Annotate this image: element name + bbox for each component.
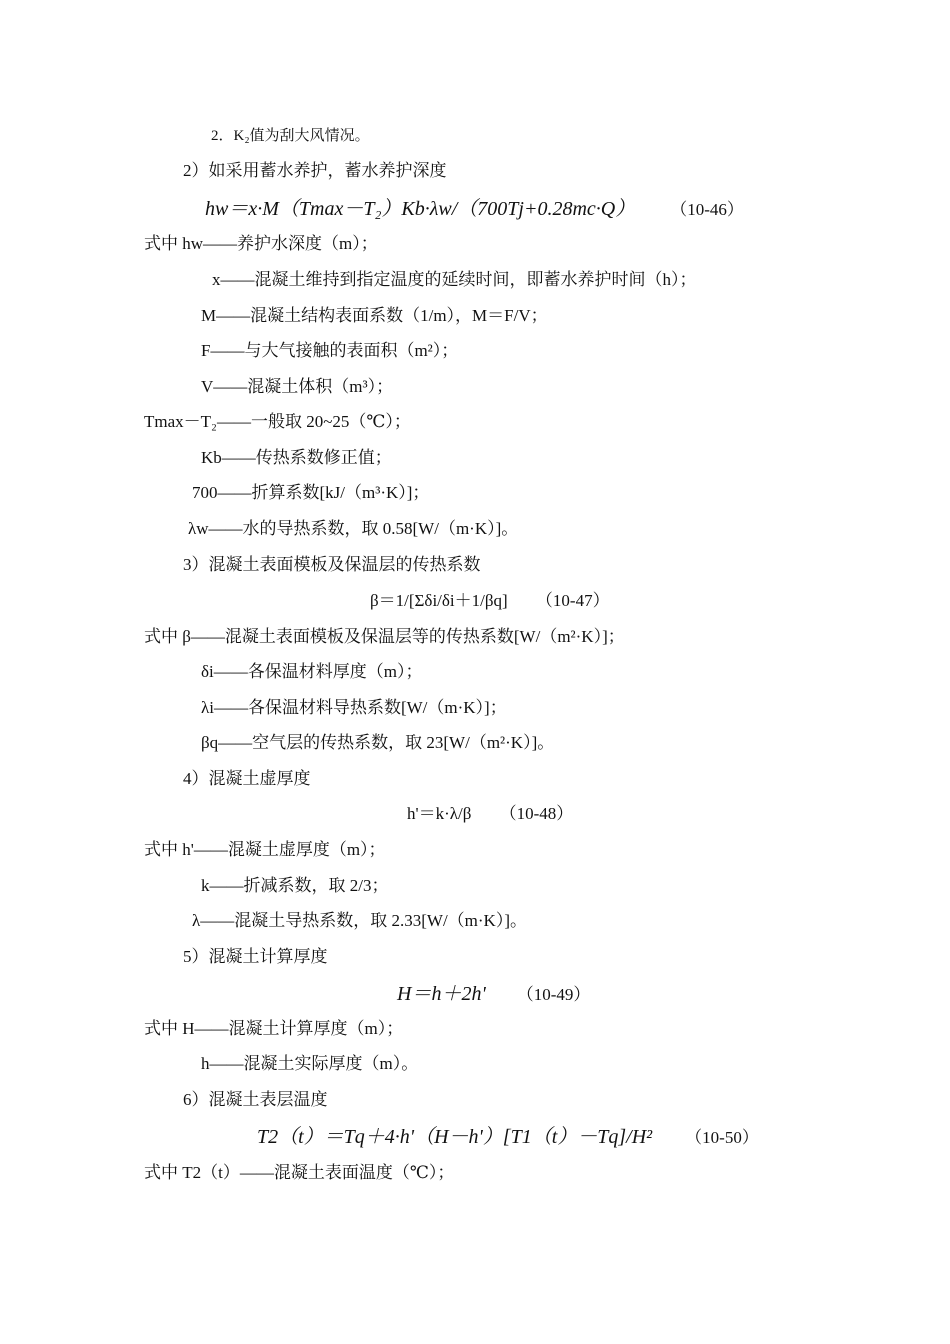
section-heading: 6）混凝土表层温度 <box>183 1090 328 1109</box>
formula-text: T2（t）＝Tq＋4·h'（H－h'）[T1（t）－Tq]/H² <box>257 1126 653 1148</box>
definition-line: k——折减系数，取 2/3； <box>201 876 389 895</box>
section-heading: 4）混凝土虚厚度 <box>183 769 311 788</box>
section-heading: 5）混凝土计算厚度 <box>183 947 328 966</box>
definition-line: 式中 T2（t）——混凝土表面温度（℃）； <box>144 1163 455 1182</box>
definition-line: M——混凝土结构表面系数（1/m），M＝F/V； <box>201 306 548 325</box>
definition-line: 700——折算系数[kJ/（m³·K）]； <box>192 483 430 502</box>
section-heading: 2）如采用蓄水养护，蓄水养护深度 <box>183 161 447 180</box>
definition-line: 式中 hw——养护水深度（m）； <box>144 234 378 253</box>
definition-line: λ——混凝土导热系数，取 2.33[W/（m·K）]。 <box>192 911 527 930</box>
formula-text: H＝h＋2h' <box>397 983 486 1005</box>
definition-line: βq——空气层的传热系数，取 23[W/（m²·K）]。 <box>201 733 555 752</box>
formula-text: β＝1/[Σδi/δi＋1/βq] <box>370 591 508 610</box>
equation-number: （10-47） <box>535 591 610 610</box>
formula-10-48 <box>407 803 573 825</box>
formula-text: hw＝x·M（Tmax－T₂）Kb·λw/（700Tj+0.28mc·Q） <box>205 198 636 220</box>
definition-line: 式中 H——混凝土计算厚度（m）； <box>144 1019 404 1038</box>
formula-10-49 <box>397 981 590 1007</box>
definition-line: δi——各保温材料厚度（m）； <box>201 662 423 681</box>
text-line: 2．K₂值为刮大风情况。 <box>211 128 370 144</box>
equation-number: （10-46） <box>670 200 744 219</box>
formula-text: h'＝k·λ/β <box>407 804 472 823</box>
definition-line: 式中 h'——混凝土虚厚度（m）； <box>144 840 386 859</box>
section-heading: 3）混凝土表面模板及保温层的传热系数 <box>183 555 481 574</box>
definition-line: λw——水的导热系数，取 0.58[W/（m·K）]。 <box>188 519 519 538</box>
definition-line: h——混凝土实际厚度（m）。 <box>201 1054 419 1073</box>
formula-10-47 <box>370 590 610 612</box>
formula-10-50 <box>257 1124 759 1150</box>
definition-line: Tmax－T₂——一般取 20~25（℃）； <box>144 412 411 431</box>
definition-line: 式中 β——混凝土表面模板及保温层等的传热系数[W/（m²·K）]； <box>144 627 625 646</box>
equation-number: （10-48） <box>499 804 574 823</box>
equation-number: （10-49） <box>516 985 591 1004</box>
equation-number: （10-50） <box>685 1128 759 1147</box>
formula-10-46 <box>205 196 744 222</box>
definition-line: Kb——传热系数修正值； <box>201 448 392 467</box>
definition-line: x——混凝土维持到指定温度的延续时间，即蓄水养护时间（h）； <box>212 270 697 289</box>
definition-line: λi——各保温材料导热系数[W/（m·K）]； <box>201 698 507 717</box>
definition-line: V——混凝土体积（m³）； <box>201 377 394 396</box>
definition-line: F——与大气接触的表面积（m²）； <box>201 341 459 360</box>
